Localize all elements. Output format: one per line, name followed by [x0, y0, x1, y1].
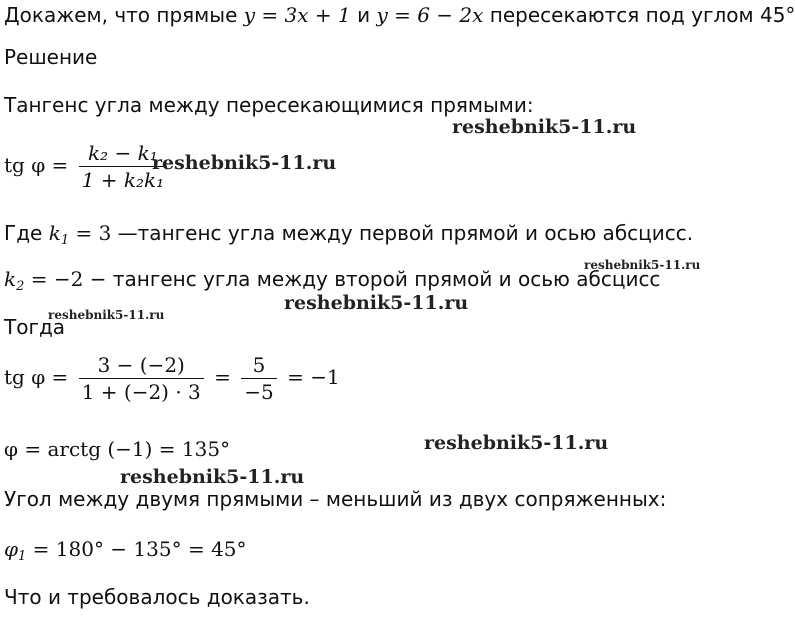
conclusion: Что и требовалось доказать. — [4, 585, 310, 609]
k1-text: —тангенс угла между первой прямой и осью абсцисс. — [117, 221, 694, 245]
calc-numerator-1: 3 − (−2) — [79, 352, 204, 379]
tangent-formula — [4, 140, 171, 193]
title-suffix: пересекаются под углом 45° — [483, 3, 795, 27]
equation-line-2: y = 6 − 2x — [376, 3, 484, 27]
title-and: и — [350, 3, 377, 27]
solution-heading: Решение — [4, 45, 98, 69]
angle-text: Угол между двумя прямыми – меньший из двух сопряженных: — [4, 487, 667, 511]
watermark: reshebnik5-11.ru — [120, 466, 305, 488]
calc-denominator-1: 1 + (−2) · 3 — [81, 380, 201, 404]
calc-result: = −1 — [287, 365, 340, 389]
watermark: reshebnik5-11.ru — [152, 152, 337, 174]
k1-value: = 3 — [69, 221, 118, 245]
equation-line-1: y = 3x + 1 — [243, 3, 351, 27]
calc-numerator-2: 5 — [241, 352, 276, 379]
k1-prefix: Где — [4, 221, 49, 245]
k1-definition — [4, 220, 693, 254]
watermark: reshebnik5-11.ru — [424, 432, 609, 454]
phi1-line — [4, 536, 247, 570]
calc-fraction-1 — [79, 352, 204, 405]
watermark: reshebnik5-11.ru — [284, 292, 469, 314]
phi1-sub: 1 — [18, 549, 27, 564]
title-prefix: Докажем, что прямые — [4, 3, 244, 27]
calculation — [4, 352, 340, 405]
intro-text: Тангенс угла между пересекающимися прямыми: — [4, 93, 534, 117]
k1-sub: 1 — [60, 233, 70, 248]
calc-fraction-2 — [241, 352, 276, 405]
watermark: reshebnik5-11.ru — [48, 308, 165, 322]
k1-var: k — [48, 221, 61, 245]
k2-sub: 2 — [16, 279, 25, 294]
k2-text: − тангенс угла между второй прямой и осью абсцисс — [89, 267, 661, 291]
formula-numerator: k₂ − k₁ — [79, 140, 167, 167]
formula-lhs: tg φ = — [4, 153, 69, 177]
problem-statement — [4, 2, 795, 28]
then-text: Тогда — [4, 315, 66, 339]
watermark: reshebnik5-11.ru — [584, 258, 701, 272]
k2-value: = −2 — [24, 267, 90, 291]
formula-denominator: 1 + k₂k₁ — [81, 168, 165, 192]
calc-denominator-2: −5 — [244, 380, 274, 404]
k2-var: k — [4, 267, 17, 291]
calc-lhs: tg φ = — [4, 365, 69, 389]
phi1-var: φ — [4, 537, 19, 561]
phi1-expr: = 180° − 135° = 45° — [26, 537, 247, 561]
calc-equals: = — [214, 365, 231, 389]
arctg-line: φ = arctg (−1) = 135° — [4, 437, 231, 461]
watermark: reshebnik5-11.ru — [452, 116, 637, 138]
